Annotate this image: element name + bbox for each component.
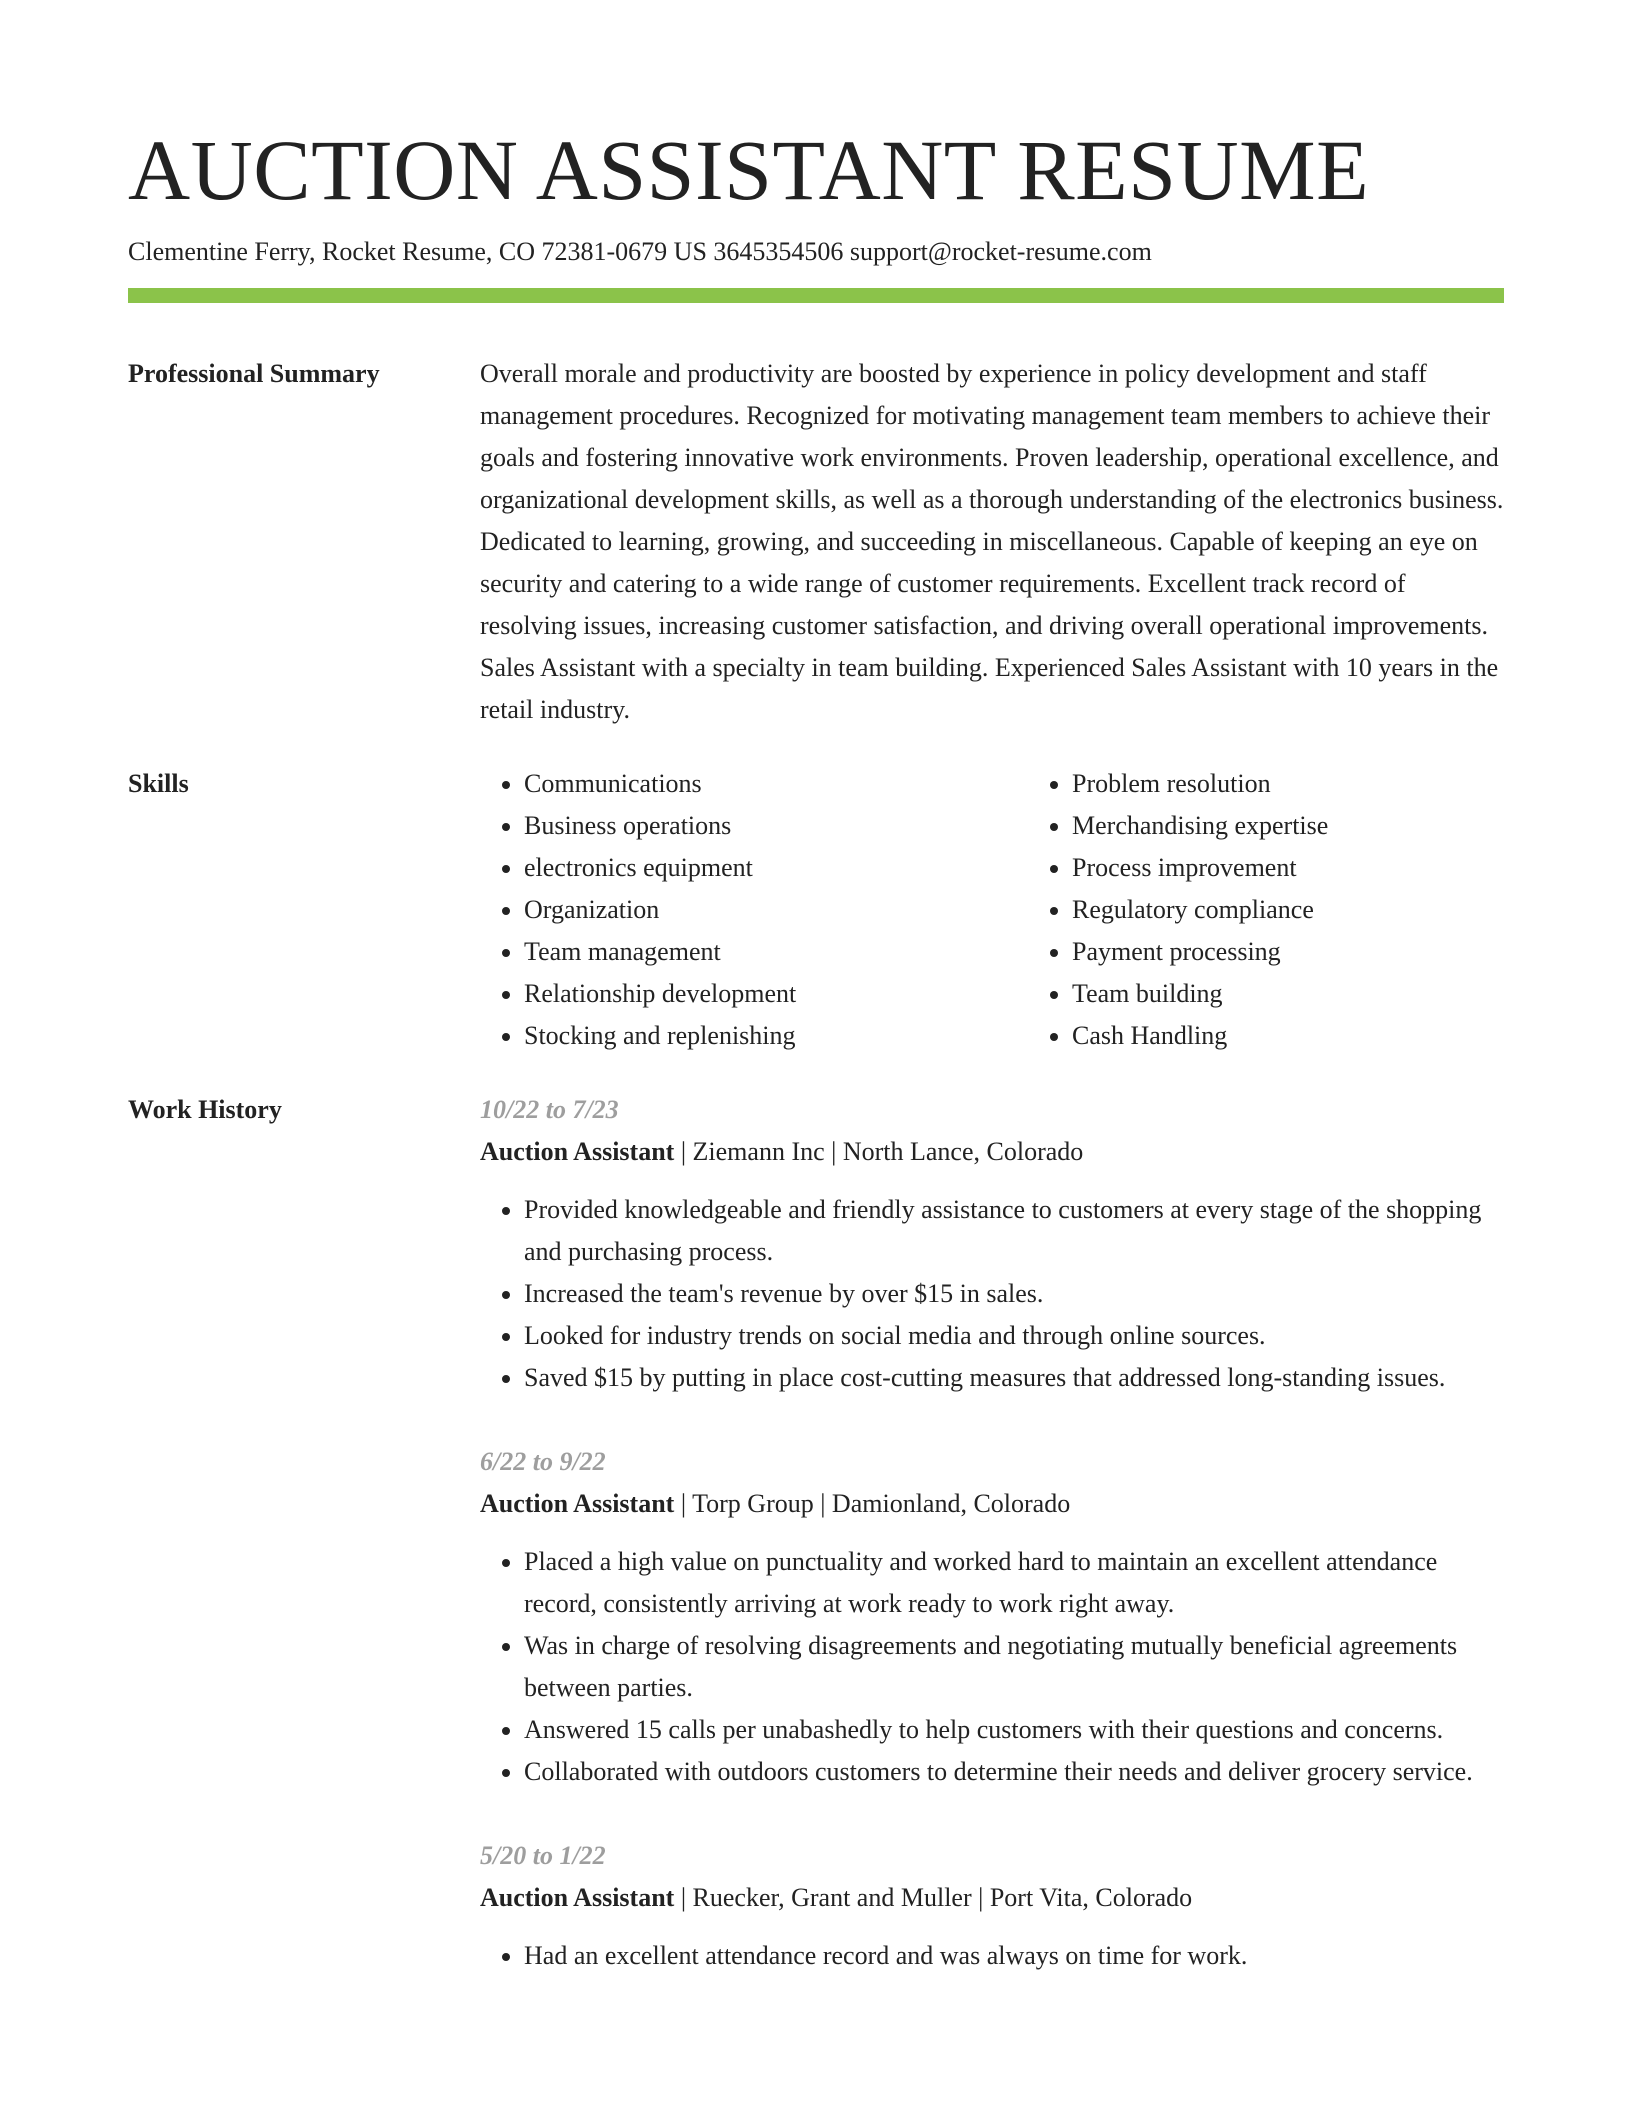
skill-item: • Merchandising expertise (1072, 805, 1576, 847)
section-label-work-history: Work History (128, 1095, 282, 1124)
skill-item: • Organization (524, 889, 1028, 931)
job-heading (480, 1483, 1504, 1525)
job-company-location: | Ruecker, Grant and Muller | Port Vita, Colorado (674, 1883, 1193, 1912)
job-company-location: | Torp Group | Damionland, Colorado (674, 1489, 1071, 1518)
skill-item: • Regulatory compliance (1072, 889, 1576, 931)
job-bullet: • Collaborated with outdoors customers to determine their needs and deliver grocery service. (524, 1751, 1504, 1793)
work-history-body (480, 1089, 1504, 2019)
resume-title: AUCTION ASSISTANT RESUME (128, 122, 1370, 218)
skill-item: • Communications (524, 763, 1028, 805)
skills-column-left (480, 763, 1028, 1057)
job-title: Auction Assistant (480, 1883, 675, 1912)
summary-body (480, 353, 1504, 731)
section-label-skills: Skills (128, 769, 189, 798)
job-title: Auction Assistant (480, 1489, 675, 1518)
job-entry (480, 1089, 1504, 1399)
skill-item: • Payment processing (1072, 931, 1576, 973)
job-heading (480, 1877, 1504, 1919)
job-bullet: • Was in charge of resolving disagreements and negotiating mutually beneficial agreements between parties. (524, 1625, 1504, 1709)
job-bullets (480, 1541, 1504, 1793)
job-bullet: • Placed a high value on punctuality and worked hard to maintain an excellent attendance record, consistently arriving at work ready to work right away. (524, 1541, 1504, 1625)
job-bullet: • Provided knowledgeable and friendly assistance to customers at every stage of the shopping and purchasing process. (524, 1189, 1504, 1273)
job-entry (480, 1835, 1504, 1977)
skill-item: • Relationship development (524, 973, 1028, 1015)
skill-item: • Business operations (524, 805, 1028, 847)
header-divider (128, 288, 1504, 303)
skills-body (480, 763, 1576, 1057)
professional-summary-section (128, 353, 1504, 731)
job-dates: 10/22 to 7/23 (480, 1095, 619, 1124)
skills-column-right (1028, 763, 1576, 1057)
job-heading (480, 1131, 1504, 1173)
section-label-summary: Professional Summary (128, 359, 380, 388)
skill-item: • Stocking and replenishing (524, 1015, 1028, 1057)
contact-line: Clementine Ferry, Rocket Resume, CO 72381-0679 US 3645354506 support@rocket-resume.com (128, 237, 1152, 266)
skill-item: • Cash Handling (1072, 1015, 1576, 1057)
job-bullet: • Had an excellent attendance record and was always on time for work. (524, 1935, 1504, 1977)
job-company-location: | Ziemann Inc | North Lance, Colorado (674, 1137, 1084, 1166)
resume-page (128, 118, 1504, 2019)
job-entry (480, 1441, 1504, 1793)
summary-text: Overall morale and productivity are boosted by experience in policy development and staff management procedures. Recognized for motivating management team members to achieve their goals and fostering innovative work environments. Proven leadership, operational excellence, and organizational development skills, as well as a thorough understanding of the electronics business. Dedicated to learning, growing, and succeeding in miscellaneous. Capable of keeping an eye on security and catering to a wide range of customer requirements. Excellent track record of resolving issues, increasing customer satisfaction, and driving overall operational improvements. Sales Assistant with a specialty in team building. Experienced Sales Assistant with 10 years in the retail industry. (480, 359, 1504, 724)
job-title: Auction Assistant (480, 1137, 675, 1166)
job-dates: 6/22 to 9/22 (480, 1447, 606, 1476)
work-history-section (128, 1089, 1504, 2019)
job-bullet: • Increased the team's revenue by over $15 in sales. (524, 1273, 1504, 1315)
job-bullet: • Answered 15 calls per unabashedly to help customers with their questions and concerns. (524, 1709, 1504, 1751)
skill-item: • Team building (1072, 973, 1576, 1015)
skills-section (128, 763, 1504, 1057)
job-bullets (480, 1189, 1504, 1399)
skill-item: • Problem resolution (1072, 763, 1576, 805)
skill-item: • electronics equipment (524, 847, 1028, 889)
job-bullet: • Looked for industry trends on social media and through online sources. (524, 1315, 1504, 1357)
job-dates: 5/20 to 1/22 (480, 1841, 606, 1870)
job-bullets (480, 1935, 1504, 1977)
skill-item: • Process improvement (1072, 847, 1576, 889)
skill-item: • Team management (524, 931, 1028, 973)
job-bullet: • Saved $15 by putting in place cost-cutting measures that addressed long-standing issues. (524, 1357, 1504, 1399)
skills-grid (480, 763, 1576, 1057)
